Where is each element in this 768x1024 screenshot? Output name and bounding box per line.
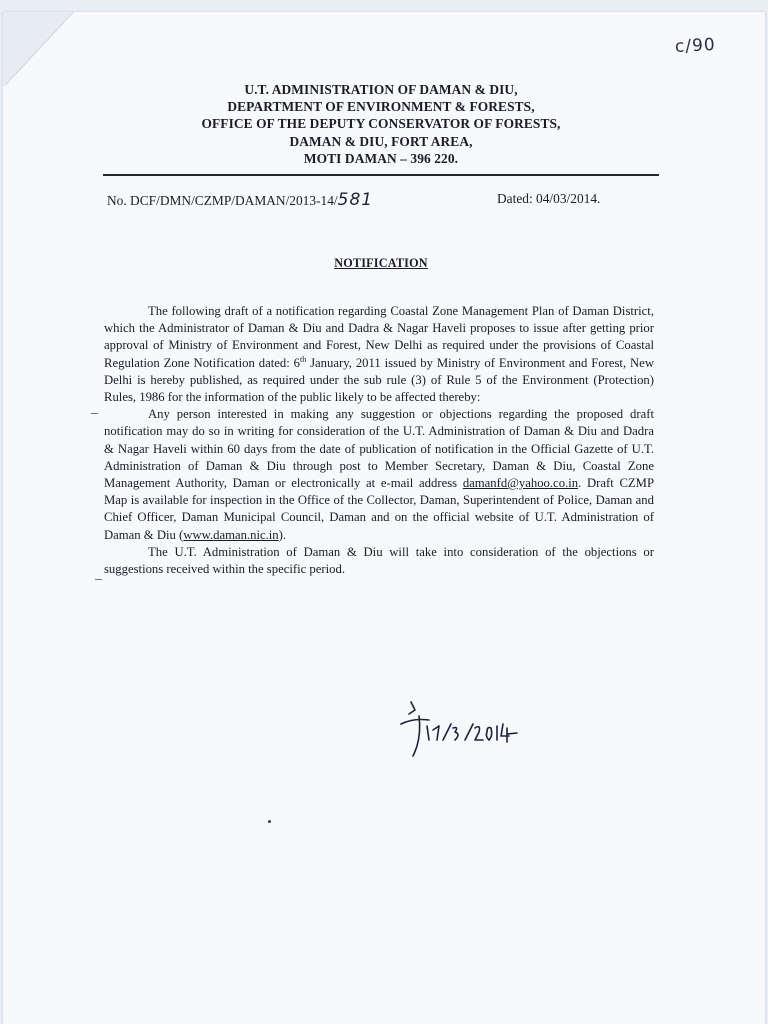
letterhead-line: U.T. ADMINISTRATION OF DAMAN & DIU,	[244, 82, 518, 97]
handwritten-page-note: c/90	[674, 34, 717, 58]
notification-body	[104, 303, 654, 578]
margin-mark	[91, 413, 98, 414]
paragraph-2	[104, 406, 654, 544]
letterhead-line: DEPARTMENT OF ENVIRONMENT & FORESTS,	[227, 99, 535, 115]
paragraph-2-text-a: Any person interested in making any suggestion or objections regarding the proposed draft notification may do so in writing for consideration of the U.T. Administration of Daman & Diu and Dadra & Nagar Haveli within 60 days from the date of publication of notification in the Official Gazette of U.T. Administration of Daman & Diu through post to Member Secretary, Daman & Diu, Coastal Zone Management Authority, Daman or electronically at e-mail address	[104, 407, 654, 491]
letterhead	[103, 81, 659, 167]
handwritten-reference: 581	[337, 190, 374, 210]
website-link[interactable]: www.daman.nic.in	[183, 527, 279, 542]
signature	[393, 696, 533, 766]
paragraph-2-text-b: . Draft CZMP Map is available for inspection in the Office of the Collector, Daman, Superintendent of Police, Daman and Chief Officer, Daman Municipal Council, Daman and on the official website of U.T. Administration of Daman & Diu (	[104, 476, 655, 542]
paragraph-1-text-a: The following draft of a notification regarding Coastal Zone Management Plan of Daman District, which the Administrator of Daman & Diu and Dadra & Nagar Haveli proposes to issue after getting prior approval of Ministry of Environment and Forest, New Delhi as required under the provisions of Coastal Regulation Zone Notification dated: 6	[104, 304, 654, 370]
reference-number	[107, 190, 373, 210]
document-title: NOTIFICATION	[334, 256, 428, 270]
letterhead-line: DAMAN & DIU, FORT AREA,	[289, 133, 473, 149]
document-page	[3, 12, 765, 1024]
signature-drawing	[393, 696, 533, 766]
paragraph-3: The U.T. Administration of Daman & Diu will take into consideration of the objections or suggestions received within the specific period.	[104, 544, 654, 577]
document-date: Dated: 04/03/2014.	[497, 191, 601, 206]
header-divider	[103, 174, 659, 176]
email-link[interactable]: damanfd@yahoo.co.in	[462, 476, 579, 491]
ink-dot	[268, 820, 271, 823]
paragraph-2-text-c: ).	[278, 527, 287, 542]
reference-number-text: No. DCF/DMN/CZMP/DAMAN/2013-14/	[107, 193, 338, 208]
margin-mark	[95, 579, 102, 580]
letterhead-line: MOTI DAMAN – 396 220.	[303, 150, 459, 166]
letterhead-line: OFFICE OF THE DEPUTY CONSERVATOR OF FORESTS,	[201, 116, 561, 132]
paragraph-1	[104, 303, 654, 406]
ordinal-suffix: th	[299, 354, 307, 364]
paragraph-1-text-b: January, 2011 issued by Ministry of Environment and Forest, New Delhi is hereby published, as required under the sub rule (3) of Rule 5 of the Environment (Protection) Rules, 1986 for the information of the public likely to be affected thereby:	[104, 355, 654, 405]
